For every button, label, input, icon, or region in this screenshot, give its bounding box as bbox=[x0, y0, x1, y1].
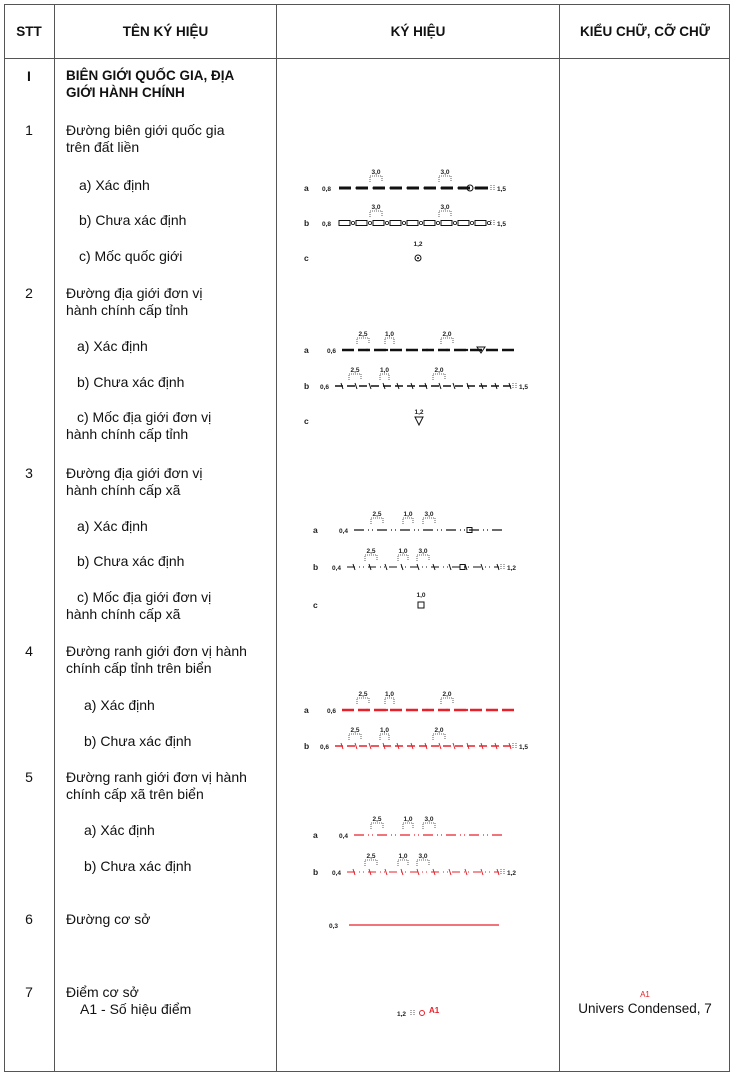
row-title-line2: hành chính cấp tỉnh bbox=[66, 302, 189, 318]
dimension-label: 1,0 bbox=[416, 592, 426, 599]
symbol-letter: c bbox=[304, 416, 309, 426]
dimension-label: 3,0 bbox=[424, 816, 434, 823]
dimension-bracket bbox=[433, 374, 445, 380]
symbol-letter: a bbox=[304, 705, 309, 715]
item-label: c) Mốc địa giới đơn vị bbox=[77, 589, 212, 605]
item-label: a) Xác định bbox=[84, 822, 155, 838]
width-label: 0,6 bbox=[327, 348, 337, 355]
dimension-bracket bbox=[441, 698, 453, 704]
width-label: 0,8 bbox=[322, 186, 332, 193]
dimension-label: 2,0 bbox=[442, 691, 452, 698]
row-number: 3 bbox=[25, 465, 33, 481]
symbol-letter: a bbox=[313, 830, 318, 840]
dimension-label: 3,0 bbox=[418, 853, 428, 860]
dimension-bracket bbox=[385, 338, 394, 344]
dimension-bracket bbox=[439, 211, 451, 217]
dimension-bracket bbox=[423, 518, 435, 524]
dot-mark bbox=[458, 187, 461, 190]
item-label: b) Chưa xác định bbox=[77, 553, 185, 569]
dimension-bracket bbox=[417, 860, 429, 866]
header-font: KIỂU CHỮ, CỠ CHỮ bbox=[580, 23, 710, 39]
item-label: a) Xác định bbox=[79, 177, 150, 193]
width-label: 0,4 bbox=[332, 565, 342, 572]
open-dash bbox=[339, 221, 350, 226]
width-label: 1,5 bbox=[497, 221, 507, 228]
dot-mark bbox=[486, 709, 488, 711]
width-label: 0,6 bbox=[320, 744, 330, 751]
dot-mark bbox=[366, 349, 368, 351]
dot-mark bbox=[487, 221, 490, 224]
open-dash bbox=[475, 221, 486, 226]
dimension-bracket bbox=[371, 823, 383, 829]
item-label: b) Chưa xác định bbox=[77, 374, 185, 390]
tick-mark bbox=[449, 869, 451, 875]
symbol-letter: a bbox=[313, 525, 318, 535]
dimension-label: 3,0 bbox=[440, 204, 450, 211]
dimension-label: 1,0 bbox=[398, 853, 408, 860]
dot-mark bbox=[356, 187, 359, 190]
width-label: 1,2 bbox=[507, 870, 517, 877]
dimension-label: 1,0 bbox=[379, 727, 390, 734]
font-sample: A1 bbox=[640, 990, 650, 999]
tick-mark bbox=[355, 743, 357, 749]
dimension-bracket bbox=[417, 555, 429, 561]
triangle-marker-icon bbox=[415, 417, 423, 425]
dimension-label: 1,0 bbox=[403, 816, 413, 823]
dot-mark bbox=[406, 709, 408, 711]
dot-mark bbox=[453, 221, 456, 224]
dimension-bracket bbox=[398, 860, 408, 866]
row-title: Đường biên giới quốc gia bbox=[66, 122, 225, 138]
tick-mark bbox=[369, 743, 371, 749]
item-label: a) Xác định bbox=[77, 338, 148, 354]
symbol-letter: a bbox=[304, 345, 309, 355]
tick-mark bbox=[369, 383, 371, 389]
symbol-letter: c bbox=[313, 600, 318, 610]
square-marker-icon bbox=[418, 602, 424, 608]
dot-mark bbox=[402, 221, 405, 224]
tick-mark bbox=[453, 743, 455, 749]
dimension-bracket bbox=[433, 734, 445, 740]
dimension-bracket bbox=[423, 823, 435, 829]
dot-mark bbox=[426, 709, 428, 711]
row-title-line2: chính cấp tỉnh trên biển bbox=[66, 660, 212, 676]
dimension-bracket bbox=[357, 698, 369, 704]
row-number: 6 bbox=[25, 911, 33, 927]
tick-mark bbox=[355, 383, 357, 389]
width-label: 0,8 bbox=[322, 221, 332, 228]
header-symbol: KÝ HIỆU bbox=[390, 23, 446, 39]
row-title-line2: A1 - Số hiệu điểm bbox=[80, 1001, 192, 1017]
dimension-bracket bbox=[403, 518, 413, 524]
dimension-bracket bbox=[439, 176, 451, 182]
dimension-label: 2,5 bbox=[372, 511, 382, 518]
dot-mark bbox=[470, 221, 473, 224]
item-label: c) Mốc quốc giới bbox=[79, 248, 183, 264]
dot-mark bbox=[419, 221, 422, 224]
row-title: Đường địa giới đơn vị bbox=[66, 285, 203, 301]
row-number: 5 bbox=[25, 769, 33, 785]
dimension-bracket bbox=[380, 374, 389, 380]
dimension-label: 1,0 bbox=[384, 691, 395, 698]
row-title: Điểm cơ sở bbox=[66, 984, 139, 1000]
dimension-bracket bbox=[385, 698, 394, 704]
tick-mark bbox=[453, 383, 455, 389]
open-dash bbox=[441, 221, 452, 226]
symbol-drawings bbox=[277, 4, 559, 1072]
item-label: b) Chưa xác định bbox=[84, 733, 192, 749]
dot-mark bbox=[486, 349, 488, 351]
item-label-line2: hành chính cấp tỉnh bbox=[66, 426, 189, 442]
dot-mark bbox=[424, 187, 427, 190]
width-label: 0,4 bbox=[339, 833, 349, 840]
tick-mark bbox=[385, 869, 387, 875]
row-title-line2: trên đất liền bbox=[66, 139, 140, 155]
item-label: a) Xác định bbox=[84, 697, 155, 713]
dot-mark bbox=[390, 187, 393, 190]
row-number: I bbox=[27, 68, 31, 84]
dot-mark bbox=[407, 187, 410, 190]
tick-mark bbox=[481, 869, 483, 875]
dimension-bracket bbox=[349, 374, 361, 380]
symbol-letter: c bbox=[304, 253, 309, 263]
item-label: b) Chưa xác định bbox=[79, 212, 187, 228]
width-label: 0,3 bbox=[329, 923, 339, 930]
dot-mark bbox=[366, 709, 368, 711]
symbol-letter: b bbox=[304, 218, 310, 228]
width-label: 0,4 bbox=[332, 870, 342, 877]
dimension-label: 2,5 bbox=[358, 691, 368, 698]
width-label: 0,4 bbox=[339, 528, 349, 535]
header-name: TÊN KÝ HIỆU bbox=[122, 23, 209, 39]
row-number: 1 bbox=[25, 122, 33, 138]
section-title-line2: GIỚI HÀNH CHÍNH bbox=[66, 85, 185, 100]
width-label: 1,5 bbox=[497, 186, 507, 193]
open-dash bbox=[424, 221, 435, 226]
section-title: BIÊN GIỚI QUỐC GIA, ĐỊA bbox=[66, 68, 235, 83]
dot-mark bbox=[386, 709, 388, 711]
width-label: 0,6 bbox=[327, 708, 337, 715]
dimension-label: 3,0 bbox=[418, 548, 428, 555]
dot-mark bbox=[426, 349, 428, 351]
dot-mark bbox=[466, 709, 468, 711]
row-title: Đường ranh giới đơn vị hành bbox=[66, 769, 247, 785]
width-label: 1,2 bbox=[507, 565, 517, 572]
item-label: a) Xác định bbox=[77, 518, 148, 534]
dimension-label: 2,0 bbox=[434, 727, 444, 734]
dot-mark bbox=[436, 221, 439, 224]
dimension-bracket bbox=[380, 734, 389, 740]
dot-mark bbox=[386, 349, 388, 351]
dimension-bracket bbox=[371, 518, 383, 524]
item-label: c) Mốc địa giới đơn vị bbox=[77, 409, 212, 425]
font-spec: Univers Condensed, 7 bbox=[578, 1001, 712, 1016]
row-title: Đường cơ sở bbox=[66, 911, 151, 927]
dimension-label: 1,0 bbox=[403, 511, 413, 518]
dimension-label: 2,5 bbox=[366, 853, 376, 860]
symbol-letter: b bbox=[313, 867, 319, 877]
tick-mark bbox=[449, 564, 451, 570]
open-dash bbox=[407, 221, 418, 226]
dimension-label: 2,5 bbox=[350, 367, 360, 374]
dimension-label: 1,0 bbox=[379, 367, 390, 374]
dot-mark bbox=[446, 349, 448, 351]
symbol-letter: b bbox=[304, 381, 310, 391]
symbol-letter: a bbox=[304, 183, 309, 193]
dot-mark bbox=[441, 187, 444, 190]
header-stt: STT bbox=[16, 23, 42, 39]
item-label: b) Chưa xác định bbox=[84, 858, 192, 874]
tick-mark bbox=[481, 564, 483, 570]
dimension-label: 2,0 bbox=[442, 331, 452, 338]
dot-mark bbox=[446, 709, 448, 711]
dimension-label: 3,0 bbox=[424, 511, 434, 518]
dimension-bracket bbox=[365, 860, 377, 866]
open-dash bbox=[373, 221, 384, 226]
symbol-table bbox=[4, 4, 730, 1072]
point-label: A1 bbox=[429, 1006, 440, 1015]
width-label: 0,6 bbox=[320, 384, 330, 391]
dimension-label: 1,0 bbox=[398, 548, 408, 555]
row-title-line2: hành chính cấp xã bbox=[66, 482, 181, 498]
dimension-label: 1,0 bbox=[384, 331, 395, 338]
width-label: 1,2 bbox=[397, 1011, 407, 1018]
dimension-bracket bbox=[370, 211, 382, 217]
dimension-bracket bbox=[398, 555, 408, 561]
border-marker-dot bbox=[417, 257, 419, 259]
dimension-bracket bbox=[370, 176, 382, 182]
dimension-bracket bbox=[357, 338, 369, 344]
row-number: 2 bbox=[25, 285, 33, 301]
dimension-label: 2,5 bbox=[358, 331, 368, 338]
dot-mark bbox=[385, 221, 388, 224]
dimension-label: 2,5 bbox=[366, 548, 376, 555]
tick-mark bbox=[465, 869, 467, 875]
dot-mark bbox=[368, 221, 371, 224]
dot-mark bbox=[406, 349, 408, 351]
dimension-label: 3,0 bbox=[371, 204, 381, 211]
tick-mark bbox=[439, 383, 441, 389]
row-title: Đường địa giới đơn vị bbox=[66, 465, 203, 481]
row-title: Đường ranh giới đơn vị hành bbox=[66, 643, 247, 659]
dimension-bracket bbox=[365, 555, 377, 561]
row-title-line2: chính cấp xã trên biển bbox=[66, 786, 204, 802]
symbol-letter: b bbox=[304, 741, 310, 751]
item-label-line2: hành chính cấp xã bbox=[66, 606, 181, 622]
dot-mark bbox=[466, 349, 468, 351]
row-number: 7 bbox=[25, 984, 33, 1000]
row-number: 4 bbox=[25, 643, 33, 659]
open-dash bbox=[390, 221, 401, 226]
tick-mark bbox=[385, 564, 387, 570]
width-label: 1,5 bbox=[519, 744, 529, 751]
base-point-icon bbox=[420, 1011, 425, 1016]
dot-mark bbox=[373, 187, 376, 190]
dimension-label: 3,0 bbox=[371, 169, 381, 176]
dimension-label: 1,2 bbox=[414, 409, 424, 416]
dimension-label: 2,5 bbox=[372, 816, 382, 823]
open-dash bbox=[356, 221, 367, 226]
width-label: 1,5 bbox=[519, 384, 529, 391]
symbol-letter: b bbox=[313, 562, 319, 572]
dimension-bracket bbox=[349, 734, 361, 740]
tick-mark bbox=[439, 743, 441, 749]
dimension-bracket bbox=[441, 338, 453, 344]
open-dash bbox=[458, 221, 469, 226]
dimension-label: 3,0 bbox=[440, 169, 450, 176]
dimension-label: 2,0 bbox=[434, 367, 444, 374]
dot-mark bbox=[351, 221, 354, 224]
dimension-label: 2,5 bbox=[350, 727, 360, 734]
dimension-bracket bbox=[403, 823, 413, 829]
dimension-label: 1,2 bbox=[413, 241, 423, 248]
